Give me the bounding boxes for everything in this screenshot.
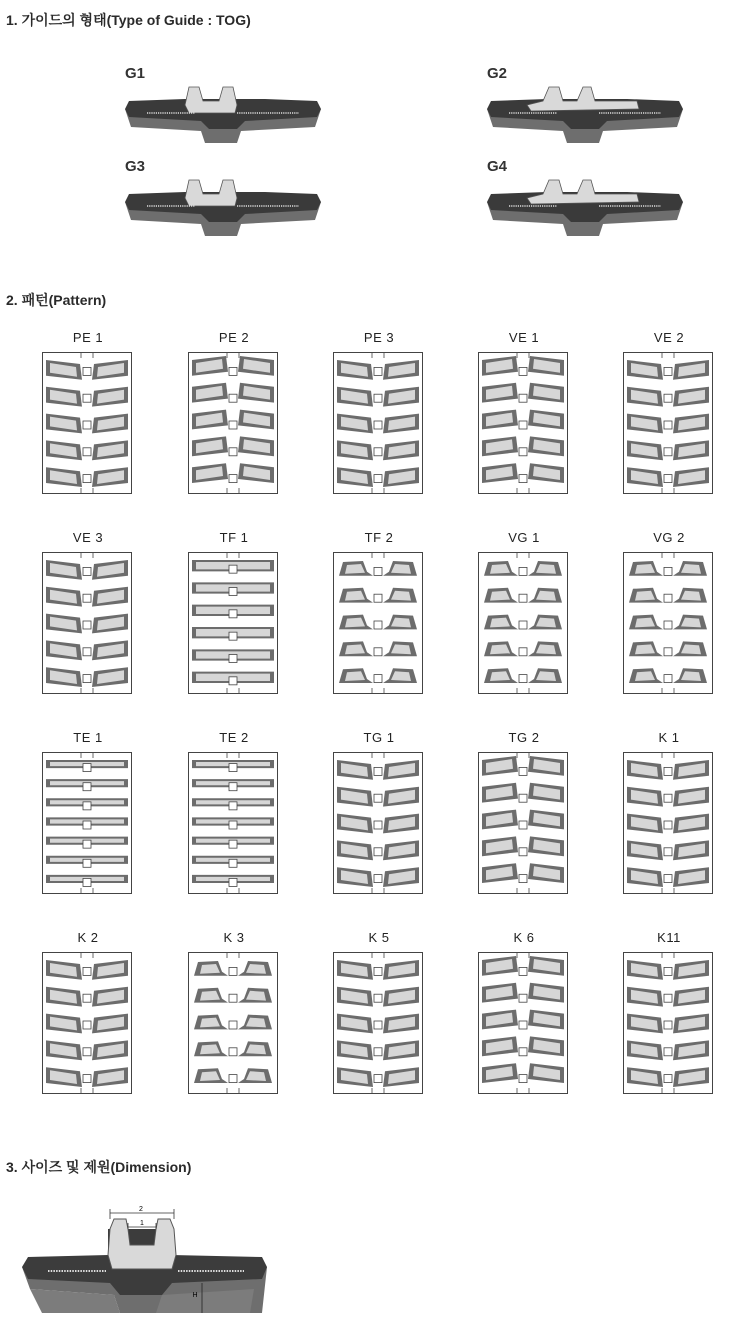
pattern-label: K 3 xyxy=(223,930,245,945)
pattern-pe3 xyxy=(333,330,425,494)
tread-pattern-image xyxy=(188,352,278,494)
tread-pattern-image xyxy=(478,952,568,1094)
pattern-tg2 xyxy=(478,730,570,894)
tread-pattern-image xyxy=(188,552,278,694)
pattern-te2 xyxy=(188,730,280,894)
guide-label: G4 xyxy=(487,158,508,175)
tread-pattern-image xyxy=(333,352,423,494)
pattern-k2 xyxy=(42,930,134,1094)
tread-pattern-image xyxy=(478,552,568,694)
tread-pattern-image xyxy=(42,752,132,894)
tread-pattern-image xyxy=(333,552,423,694)
pattern-pe2 xyxy=(188,330,280,494)
pattern-label: VE 2 xyxy=(653,330,685,345)
tread-pattern-image xyxy=(42,552,132,694)
pattern-label: K11 xyxy=(657,930,681,945)
pattern-label: TF 2 xyxy=(364,530,394,545)
pattern-tf2 xyxy=(333,530,425,694)
pattern-label: K 5 xyxy=(368,930,390,945)
pattern-label: VG 2 xyxy=(653,530,685,545)
tread-pattern-image xyxy=(333,752,423,894)
guide-label: G2 xyxy=(487,65,508,82)
guide-g3 xyxy=(125,158,325,238)
pattern-vg1 xyxy=(478,530,570,694)
pattern-label: PE 2 xyxy=(218,330,250,345)
tread-pattern-image xyxy=(188,752,278,894)
pattern-label: TG 2 xyxy=(508,730,540,745)
pattern-pe1 xyxy=(42,330,134,494)
pattern-k6 xyxy=(478,930,570,1094)
pattern-label: TF 1 xyxy=(219,530,249,545)
guide-label: G3 xyxy=(125,158,146,175)
pattern-label: VE 1 xyxy=(508,330,540,345)
guide-g2 xyxy=(487,65,687,145)
guide-g4 xyxy=(487,158,687,238)
pattern-ve2 xyxy=(623,330,715,494)
guide-label: G1 xyxy=(125,65,146,82)
tread-pattern-image xyxy=(623,352,713,494)
pattern-k3 xyxy=(188,930,280,1094)
tread-pattern-image xyxy=(478,752,568,894)
dimension-height-label: H xyxy=(192,1292,198,1299)
dimension-section-title: 3. 사이즈 및 제원(Dimension) xyxy=(6,1159,192,1175)
tread-pattern-image xyxy=(623,552,713,694)
guide-cross-section-image xyxy=(125,83,325,143)
pattern-label: TG 1 xyxy=(363,730,395,745)
pattern-label: PE 3 xyxy=(363,330,395,345)
guide-cross-section-image xyxy=(487,83,687,143)
pattern-label: VE 3 xyxy=(72,530,104,545)
tread-pattern-image xyxy=(623,752,713,894)
pattern-label: K 1 xyxy=(658,730,680,745)
guide-cross-section-image xyxy=(125,176,325,236)
tread-pattern-image xyxy=(42,352,132,494)
pattern-tg1 xyxy=(333,730,425,894)
tread-pattern-image xyxy=(188,952,278,1094)
pattern-k5 xyxy=(333,930,425,1094)
tread-pattern-image xyxy=(42,952,132,1094)
tread-pattern-image xyxy=(478,352,568,494)
pattern-label: K 6 xyxy=(513,930,535,945)
tread-pattern-image xyxy=(333,952,423,1094)
pattern-tf1 xyxy=(188,530,280,694)
pattern-label: K 2 xyxy=(77,930,99,945)
pattern-te1 xyxy=(42,730,134,894)
pattern-ve3 xyxy=(42,530,134,694)
pattern-vg2 xyxy=(623,530,715,694)
pattern-k11 xyxy=(623,930,715,1094)
guide-cross-section-image xyxy=(487,176,687,236)
pattern-label: VG 1 xyxy=(508,530,540,545)
dimension-inner-label: 1 xyxy=(140,1220,144,1227)
dimension-outer-label: 2 xyxy=(139,1206,143,1213)
pattern-label: TE 1 xyxy=(73,730,103,745)
dimension-diagram xyxy=(22,1205,267,1325)
guide-section-title: 1. 가이드의 형태(Type of Guide : TOG) xyxy=(6,12,251,28)
tread-pattern-image xyxy=(623,952,713,1094)
pattern-label: TE 2 xyxy=(219,730,249,745)
pattern-label: PE 1 xyxy=(72,330,104,345)
guide-g1 xyxy=(125,65,325,145)
pattern-k1 xyxy=(623,730,715,894)
pattern-section-title: 2. 패턴(Pattern) xyxy=(6,292,107,308)
pattern-ve1 xyxy=(478,330,570,494)
